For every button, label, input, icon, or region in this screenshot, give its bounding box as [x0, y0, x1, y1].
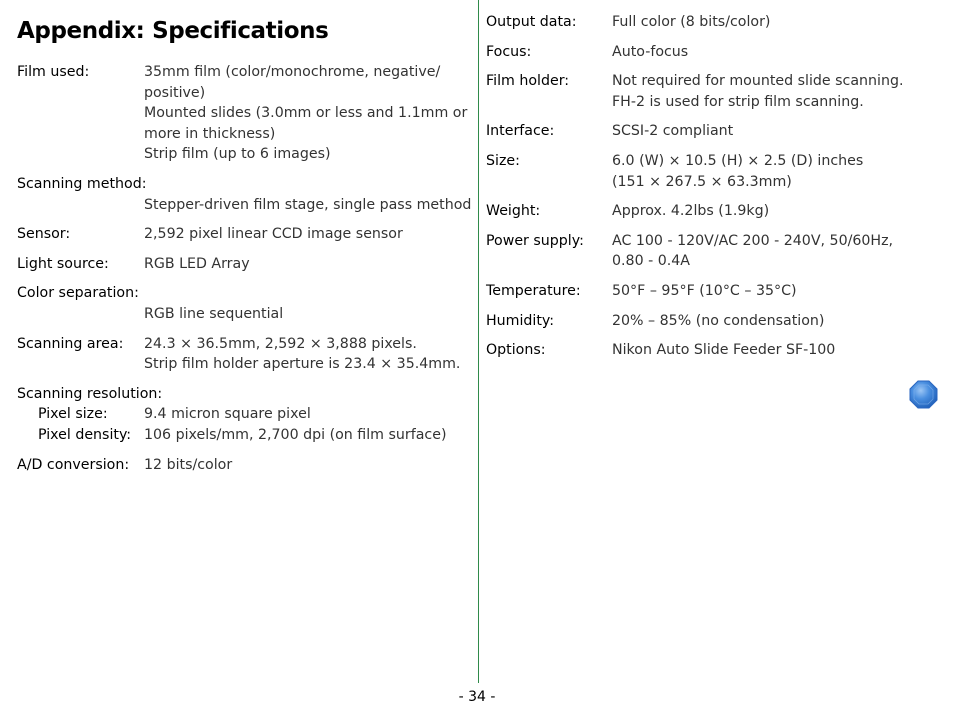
- left-spec-column: [17, 62, 472, 475]
- spec-film-used: [17, 62, 472, 165]
- spec-sensor: [17, 224, 472, 245]
- spec-value: [612, 151, 926, 192]
- spec-value-line: FH-2 is used for strip film scanning.: [612, 93, 864, 110]
- spec-value: RGB line sequential: [144, 305, 284, 322]
- spec-value: 50°F – 95°F (10°C – 35°C): [612, 282, 797, 299]
- spec-size: [486, 151, 926, 192]
- spec-label: Temperature:: [486, 282, 581, 299]
- spec-value-line: 6.0 (W) × 10.5 (H) × 2.5 (D) inches: [612, 152, 864, 169]
- spec-label: Weight:: [486, 203, 541, 220]
- spec-value-line: Strip film (up to 6 images): [144, 146, 331, 163]
- spec-label: Light source:: [17, 255, 109, 272]
- spec-value-line: 0.80 - 0.4A: [612, 253, 690, 270]
- spec-film-holder: [486, 71, 926, 112]
- spec-ad-conversion: [17, 455, 472, 476]
- spec-label: Scanning method:: [17, 175, 147, 192]
- column-divider: [478, 0, 479, 683]
- spec-value-line: more in thickness): [144, 125, 276, 142]
- spec-label: Film used:: [17, 64, 90, 80]
- spec-pixel-size: [17, 404, 472, 425]
- spec-color-separation: [17, 283, 472, 324]
- right-spec-column: [486, 12, 926, 361]
- spec-temperature: [486, 281, 926, 302]
- spec-interface: [486, 121, 926, 142]
- spec-label: Humidity:: [486, 312, 555, 329]
- spec-value: Full color (8 bits/color): [612, 14, 771, 30]
- spec-value-line: positive): [144, 84, 206, 101]
- spec-label: Output data:: [486, 14, 577, 30]
- spec-value: [612, 231, 926, 272]
- spec-scanning-method: [17, 174, 472, 215]
- spec-label: Power supply:: [486, 232, 584, 249]
- spec-value: [144, 62, 472, 165]
- spec-focus: [486, 42, 926, 63]
- spec-label: Interface:: [486, 123, 555, 140]
- spec-value-line: Strip film holder aperture is 23.4 × 35.4mm.: [144, 356, 461, 373]
- spec-label: Size:: [486, 152, 520, 169]
- spec-label: Film holder:: [486, 73, 570, 90]
- spec-weight: [486, 201, 926, 222]
- spec-power-supply: [486, 231, 926, 272]
- spec-value: 12 bits/color: [144, 456, 233, 473]
- spec-scanning-resolution: [17, 384, 472, 446]
- page-title: Appendix: Specifications: [17, 18, 329, 44]
- spec-value: [612, 71, 926, 112]
- spec-value: Approx. 4.2lbs (1.9kg): [612, 203, 770, 220]
- spec-scanning-area: [17, 334, 472, 375]
- spec-output-data: [486, 12, 926, 33]
- spec-value: RGB LED Array: [144, 255, 250, 272]
- spec-value: 106 pixels/mm, 2,700 dpi (on film surface): [144, 426, 447, 443]
- spec-label: Scanning resolution:: [17, 385, 163, 402]
- blue-octagon-gem-icon[interactable]: [909, 380, 938, 409]
- spec-value: SCSI-2 compliant: [612, 123, 734, 140]
- spec-value: 9.4 micron square pixel: [144, 406, 311, 423]
- spec-label: Scanning area:: [17, 335, 124, 352]
- spec-value: Nikon Auto Slide Feeder SF-100: [612, 342, 836, 359]
- spec-light-source: [17, 254, 472, 275]
- spec-value-line: 35mm film (color/monochrome, negative/: [144, 64, 441, 80]
- spec-value: [144, 334, 472, 375]
- spec-humidity: [486, 311, 926, 332]
- spec-value-line: AC 100 - 120V/AC 200 - 240V, 50/60Hz,: [612, 232, 894, 249]
- spec-value: Stepper-driven film stage, single pass method: [144, 196, 472, 213]
- spec-label: Options:: [486, 342, 546, 359]
- spec-value: Auto-focus: [612, 43, 689, 60]
- spec-sub-label: Pixel density:: [38, 426, 132, 443]
- spec-label: Sensor:: [17, 226, 71, 243]
- page-number: - 34 -: [458, 689, 496, 705]
- spec-value: 20% – 85% (no condensation): [612, 312, 825, 329]
- spec-value-line: Not required for mounted slide scanning.: [612, 73, 904, 90]
- spec-value-line: 24.3 × 36.5mm, 2,592 × 3,888 pixels.: [144, 335, 417, 352]
- spec-label: Color separation:: [17, 285, 139, 302]
- spec-label: A/D conversion:: [17, 456, 130, 473]
- spec-label: Focus:: [486, 43, 532, 60]
- spec-value-line: (151 × 267.5 × 63.3mm): [612, 173, 792, 190]
- spec-value-line: Mounted slides (3.0mm or less and 1.1mm or: [144, 105, 468, 122]
- spec-pixel-density: [17, 425, 472, 446]
- spec-options: [486, 340, 926, 361]
- spec-sub-label: Pixel size:: [38, 406, 108, 423]
- spec-value: 2,592 pixel linear CCD image sensor: [144, 226, 403, 243]
